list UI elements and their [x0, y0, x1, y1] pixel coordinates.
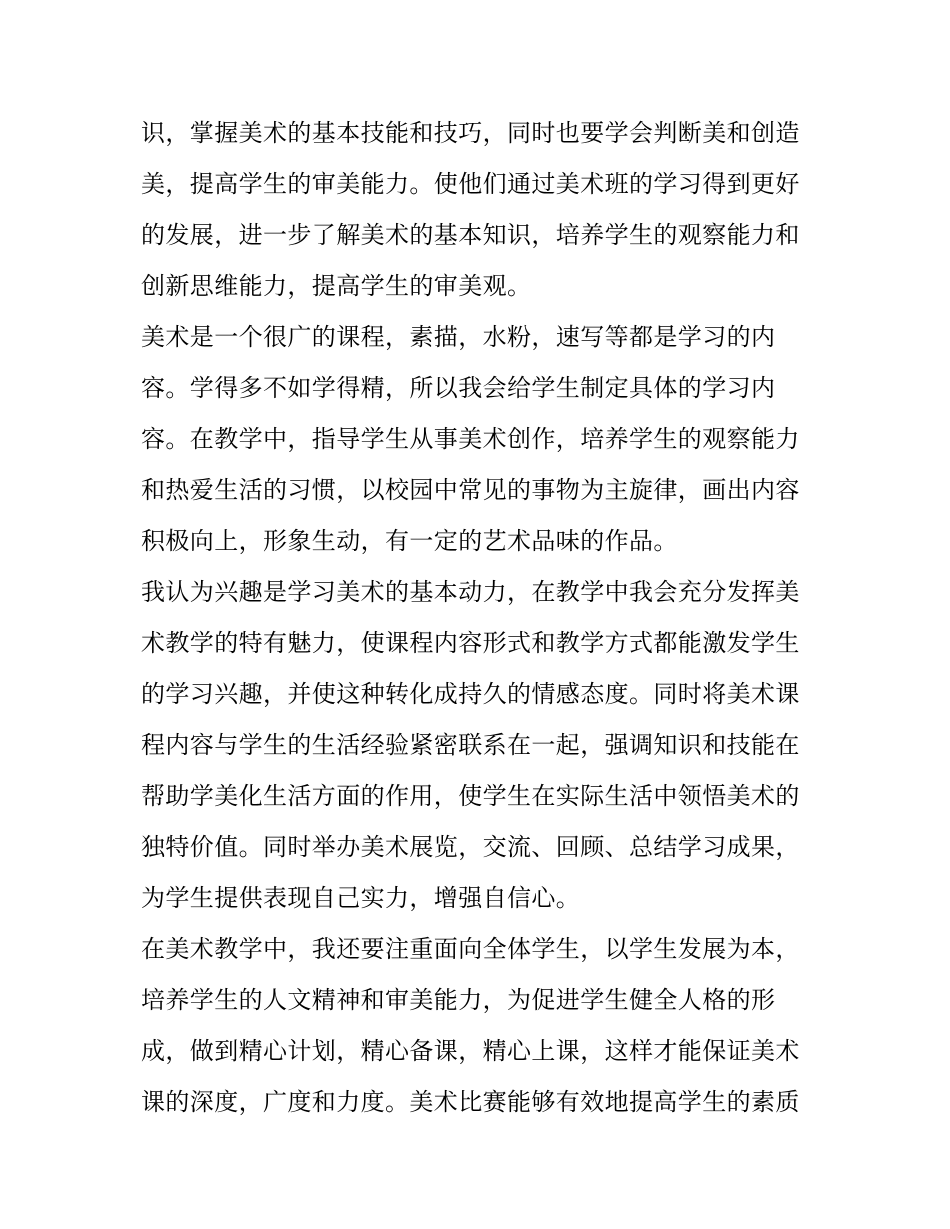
text-line: 美，提高学生的审美能力。使他们通过美术班的学习得到更好 [141, 170, 800, 198]
text-line: 培养学生的人文精神和审美能力，为促进学生健全人格的形 [141, 986, 776, 1014]
text-line: 我认为兴趣是学习美术的基本动力，在教学中我会充分发挥美 [141, 578, 800, 606]
text-line: 积极向上，形象生动，有一定的艺术品味的作品。 [141, 527, 678, 555]
paragraph-4 [141, 924, 813, 1128]
text-line: 美术是一个很广的课程，素描，水粉，速写等都是学习的内 [141, 323, 776, 351]
text-line: 创新思维能力，提高学生的审美观。 [141, 272, 532, 300]
paragraph-3 [141, 567, 813, 924]
text-line: 课的深度，广度和力度。美术比赛能够有效地提高学生的素质 [141, 1088, 800, 1116]
text-line: 的学习兴趣，并使这种转化成持久的情感态度。同时将美术课 [141, 680, 800, 708]
text-line: 帮助学美化生活方面的作用，使学生在实际生活中领悟美术的 [141, 782, 800, 810]
text-line: 独特价值。同时举办美术展览，交流、回顾、总结学习成果， [141, 833, 800, 861]
text-line: 程内容与学生的生活经验紧密联系在一起，强调知识和技能在 [141, 731, 800, 759]
text-line: 术教学的特有魅力，使课程内容形式和教学方式都能激发学生 [141, 629, 800, 657]
paragraph-1 [141, 108, 813, 312]
text-line: 容。学得多不如学得精，所以我会给学生制定具体的学习内 [141, 374, 776, 402]
text-line: 的发展，进一步了解美术的基本知识，培养学生的观察能力和 [141, 221, 800, 249]
text-line: 和热爱生活的习惯，以校园中常见的事物为主旋律，画出内容 [141, 476, 800, 504]
text-line: 成，做到精心计划，精心备课，精心上课，这样才能保证美术 [141, 1037, 800, 1065]
document-body [141, 108, 813, 1128]
text-line: 识，掌握美术的基本技能和技巧，同时也要学会判断美和创造 [141, 119, 800, 147]
paragraph-2 [141, 312, 813, 567]
text-line: 容。在教学中，指导学生从事美术创作，培养学生的观察能力 [141, 425, 800, 453]
text-line: 在美术教学中，我还要注重面向全体学生，以学生发展为本， [141, 935, 800, 963]
text-line: 为学生提供表现自己实力，增强自信心。 [141, 884, 581, 912]
